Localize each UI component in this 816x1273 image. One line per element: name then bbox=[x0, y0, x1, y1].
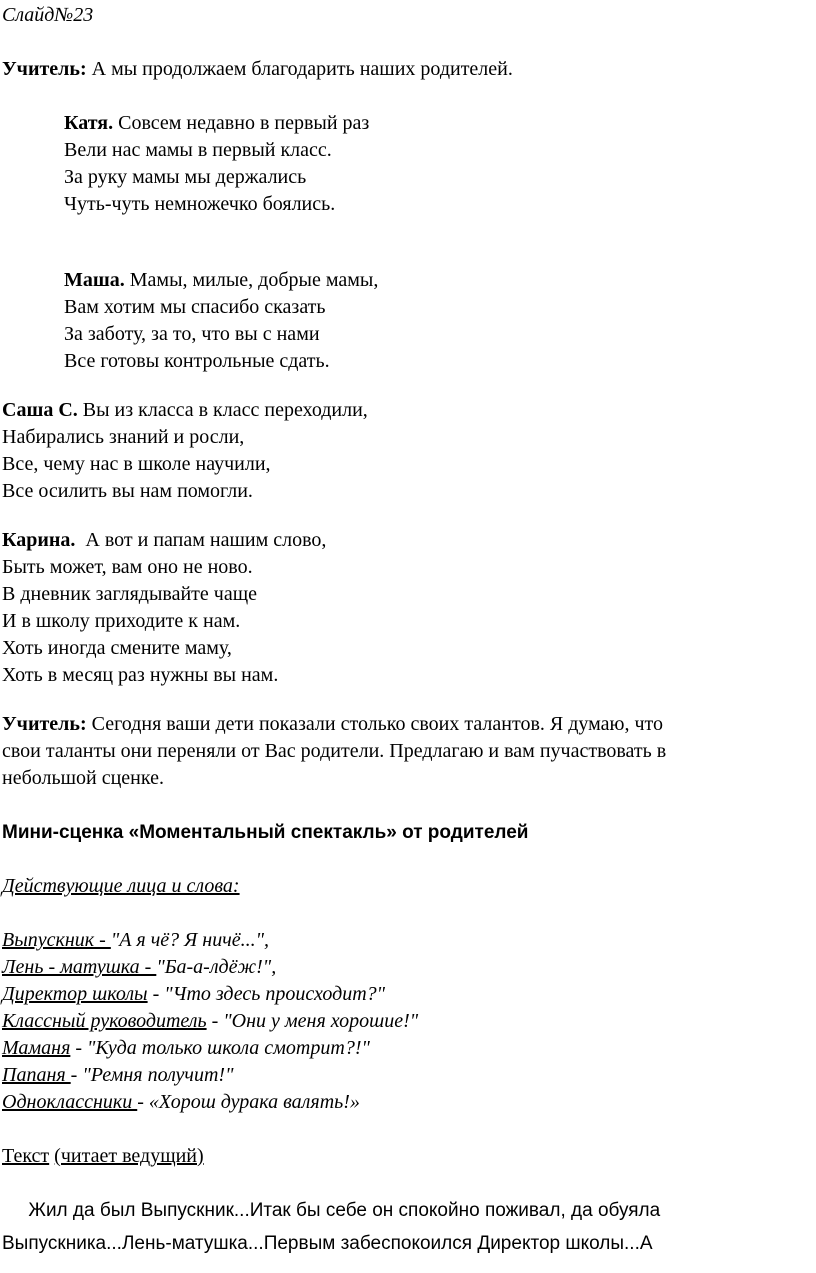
speaker-label: Маша. bbox=[64, 269, 125, 291]
speaker-label: Карина. bbox=[2, 529, 76, 551]
karina-verse bbox=[2, 527, 816, 689]
sasha-verse bbox=[2, 397, 816, 505]
text-word: Текст bbox=[2, 1145, 50, 1167]
verse-line: Чуть-чуть немножечко боялись. bbox=[64, 193, 336, 215]
cast-heading: Действующие лица и слова: bbox=[2, 875, 240, 897]
verse-line: Хоть иногда смените маму, bbox=[2, 637, 232, 659]
cast-role: Классный руководитель bbox=[2, 1010, 207, 1032]
verse-line: А вот и папам нашим слово, bbox=[75, 529, 327, 551]
cast-role: Выпускник - bbox=[2, 929, 111, 951]
verse-line: Мамы, милые, добрые мамы, bbox=[124, 269, 379, 291]
cast-item bbox=[2, 981, 816, 1008]
cast-words: - «Хорош дурака валять!» bbox=[137, 1091, 360, 1113]
cast-words: "Ба-а-лдёж!", bbox=[156, 956, 277, 978]
cast-role: Одноклассники bbox=[2, 1091, 138, 1113]
cast-words: - "Что здесь происходит?" bbox=[147, 983, 386, 1005]
speaker-label: Учитель: bbox=[2, 58, 87, 80]
cast-item bbox=[2, 927, 816, 954]
document-page bbox=[0, 2, 816, 1273]
cast-role: Директор школы bbox=[2, 983, 148, 1005]
masha-verse bbox=[2, 267, 816, 375]
verse-line: За заботу, за то, что вы с нами bbox=[64, 323, 320, 345]
slide-number: Слайд№23 bbox=[2, 4, 94, 26]
text-label bbox=[2, 1143, 816, 1170]
teacher-line-2 bbox=[2, 711, 816, 792]
verse-line: Вы из класса в класс переходили, bbox=[77, 399, 368, 421]
verse-line: Вели нас мамы в первый класс. bbox=[64, 139, 332, 161]
verse-line: За руку мамы мы держались bbox=[64, 166, 307, 188]
verse-line: Все, чему нас в школе научили, bbox=[2, 453, 271, 475]
cast-item bbox=[2, 1062, 816, 1089]
cast-item bbox=[2, 1089, 816, 1116]
verse-line: В дневник заглядывайте чаще bbox=[2, 583, 258, 605]
teacher-line-1 bbox=[2, 56, 816, 83]
speech-text: Сегодня ваши дети показали столько своих талантов. Я думаю, что bbox=[86, 713, 664, 735]
cast-role: Лень - матушка - bbox=[2, 956, 157, 978]
speech-text: небольшой сценке. bbox=[2, 767, 164, 789]
cast-item bbox=[2, 954, 816, 981]
cast-role: Папаня bbox=[2, 1064, 71, 1086]
verse-line: Вам хотим мы спасибо сказать bbox=[64, 296, 326, 318]
speaker-label: Катя. bbox=[64, 112, 114, 134]
verse-line: Все готовы контрольные сдать. bbox=[64, 350, 330, 372]
cast-words: "А я чё? Я ничё...", bbox=[110, 929, 270, 951]
verse-line: Хоть в месяц раз нужны вы нам. bbox=[2, 664, 279, 686]
cast-item bbox=[2, 1008, 816, 1035]
speech-text: А мы продолжаем благодарить наших родителей. bbox=[86, 58, 513, 80]
cast-words: - "Ремня получит!" bbox=[70, 1064, 234, 1086]
verse-line: И в школу приходите к нам. bbox=[2, 610, 241, 632]
story-line: Выпускника...Лень-матушка...Первым забеспокоился Директор школы...А bbox=[2, 1233, 653, 1254]
scene-title: Мини-сценка «Моментальный спектакль» от родителей bbox=[2, 822, 529, 843]
cast-words: - "Они у меня хорошие!" bbox=[206, 1010, 419, 1032]
cast-words: - "Куда только школа смотрит?!" bbox=[70, 1037, 370, 1059]
speaker-label: Саша С. bbox=[2, 399, 78, 421]
text-note: (читает ведущий) bbox=[54, 1145, 204, 1167]
verse-line: Набирались знаний и росли, bbox=[2, 426, 245, 448]
speech-text: свои таланты они переняли от Вас родители. Предлагаю и вам пучаствовать в bbox=[2, 740, 667, 762]
story-text bbox=[2, 1194, 816, 1260]
verse-line: Совсем недавно в первый раз bbox=[113, 112, 370, 134]
katya-verse bbox=[2, 110, 816, 218]
cast-list bbox=[2, 927, 816, 1116]
verse-line: Все осилить вы нам помогли. bbox=[2, 480, 253, 502]
speaker-label: Учитель: bbox=[2, 713, 87, 735]
verse-line: Быть может, вам оно не ново. bbox=[2, 556, 253, 578]
cast-item bbox=[2, 1035, 816, 1062]
cast-role: Маманя bbox=[2, 1037, 71, 1059]
story-line: Жил да был Выпускник...Итак бы себе он спокойно поживал, да обуяла bbox=[2, 1200, 661, 1221]
